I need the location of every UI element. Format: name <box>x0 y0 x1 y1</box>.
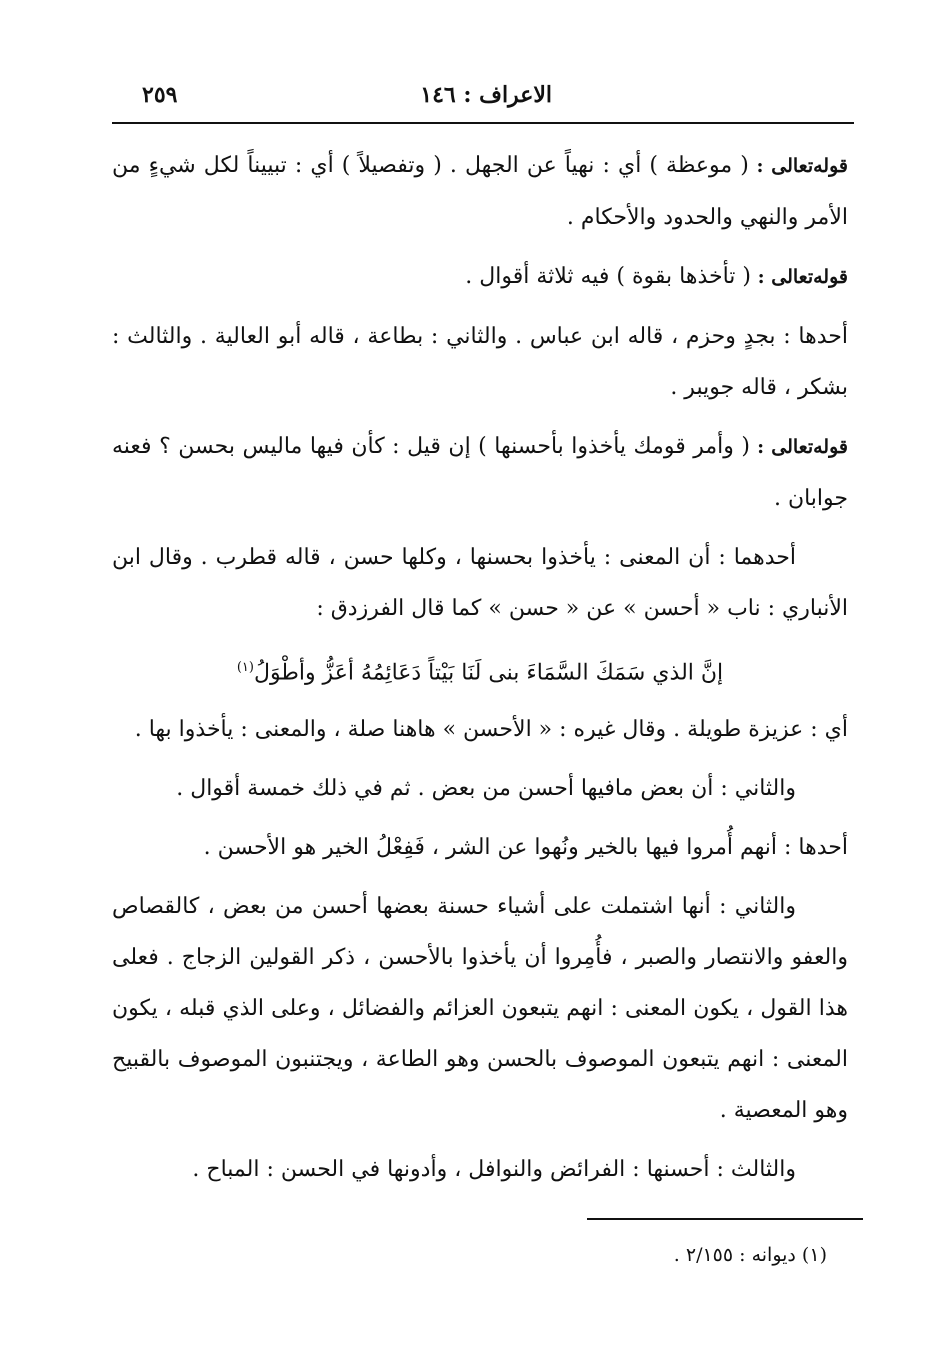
paragraph-mawiza <box>112 140 848 243</box>
paragraph-text: أي : عزيزة طويلة . وقال غيره : « الأحسن » هاهنا صلة ، والمعنى : يأخذوا بها . <box>134 717 848 743</box>
paragraph-text: والثاني : أنها اشتملت على أشياء حسنة بعضها أحسن من بعض ، كالقصاص والعفو والانتصار والصبر ، فأُمِروا أن يأخذوا بالأحسن ، ذكر القولين الزجاج . فعلى هذا القول ، يكون المعنى : انهم يتبعون العزائم والفضائل ، وعلى الذي قبله ، يكون المعنى : انهم يتبعون الموصوف بالحسن وهو الطاعة ، ويجتنبون الموصوف بالقبيح وهو المعصية . <box>112 894 848 1124</box>
paragraph-text: ( موعظة ) أي : نهياً عن الجهل . ( وتفصيلاً ) أي : تبييناً لكل شيءٍ من الأمر والنهي والحدود والأحكام . <box>112 153 848 230</box>
page-header <box>112 82 852 118</box>
verse-text: إنَّ الذي سَمَكَ السَّمَاءَ بنى لَنَا بَيْتاً دَعَائِمُهُ أعَزُّ وأطْوَلُ <box>253 660 724 686</box>
paragraph-text: والثالث : أحسنها : الفرائض والنوافل ، وأدونها في الحسن : المباح . <box>192 1157 796 1183</box>
main-text <box>112 140 848 1203</box>
paragraph-text: أحدها : بجدٍ وحزم ، قاله ابن عباس . والثاني : بطاعة ، قاله أبو العالية . والثالث : بشكر ، قاله جويبر . <box>112 324 848 400</box>
paragraph-text: والثاني : أن بعض مافيها أحسن من بعض . ثم في ذلك خمسة أقوال . <box>176 776 796 802</box>
paragraph-wamur-qawmak <box>112 421 848 524</box>
paragraph-first-answer <box>112 532 848 634</box>
paragraph-takhudhha <box>112 251 848 303</box>
page-number: ٢٥٩ <box>142 82 178 108</box>
paragraph-saying-two <box>112 881 848 1136</box>
paragraph-lead: قوله‌تعالى : <box>751 266 848 288</box>
paragraph-second-answer <box>112 763 848 814</box>
paragraph-lead: قوله‌تعالى : <box>749 436 848 458</box>
running-title: الاعراف : ١٤٦ <box>420 82 552 108</box>
paragraph-saying-one <box>112 822 848 873</box>
paragraph-text: ( وأمر قومك يأخذوا بأحسنها ) إن قيل : كأن فيها ماليس بحسن ؟ فعنه جوابان . <box>112 434 848 511</box>
paragraph-lead: قوله‌تعالى : <box>748 155 848 177</box>
paragraph-saying-three <box>112 1144 848 1195</box>
paragraph-text: أحدها : أنهم أُمروا فيها بالخير ونُهوا عن الشر ، فَفِعْلُ الخير هو الأحسن . <box>203 835 848 861</box>
footnote-mark: (١) <box>236 660 254 675</box>
footnote: (١) ديوانه : ٢/١٥٥ . <box>673 1244 827 1266</box>
header-rule <box>112 122 854 124</box>
paragraph-text: ( تأخذها بقوة ) فيه ثلاثة أقوال . <box>465 264 751 289</box>
paragraph-explanation <box>112 704 848 755</box>
paragraph-text: أحدهما : أن المعنى : يأخذوا بحسنها ، وكلها حسن ، قاله قطرب . وقال ابن الأنباري : ناب « أحسن » عن « حسن » كما قال الفرزدق : <box>112 545 848 621</box>
paragraph-three-sayings <box>112 311 848 413</box>
poetry-verse <box>112 642 848 698</box>
footnote-rule <box>587 1218 863 1220</box>
